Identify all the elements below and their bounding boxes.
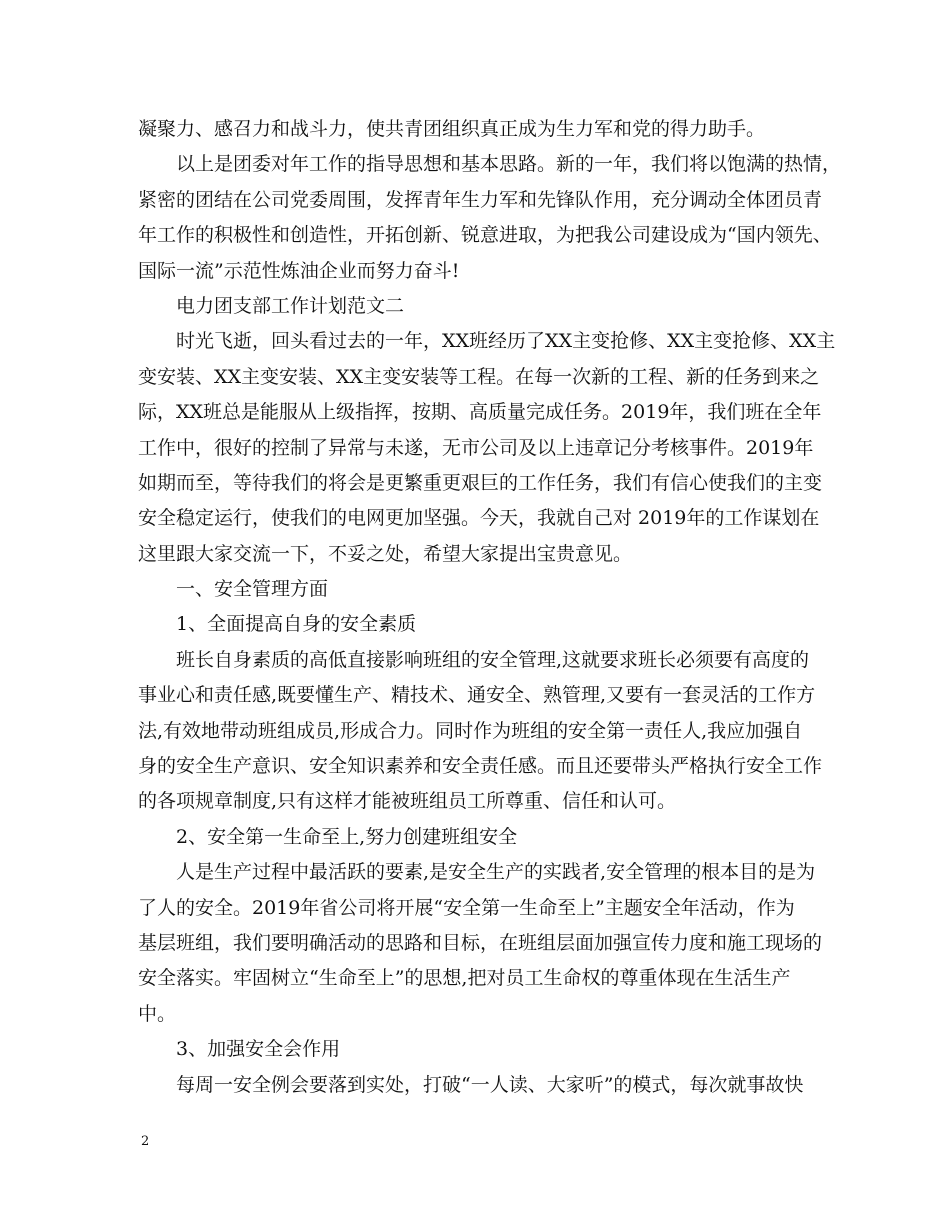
text-line: 3、加强安全会作用 <box>176 1038 341 1061</box>
text-line: 中。 <box>138 1002 177 1025</box>
text-line: 2、安全第一生命至上,努力创建班组安全 <box>176 825 518 848</box>
text-line: 了人的安全。2019年省公司将开展“安全第一生命至上”主题安全年活动，作为 <box>138 896 795 919</box>
text-line: 际，XX班总是能服从上级指挥，按期、高质量完成任务。2019年，我们班在全年 <box>138 401 822 424</box>
text-line: 电力团支部工作计划范文二 <box>176 294 405 317</box>
text-line: 变安装、XX主变安装、XX主变安装等工程。在每一次新的工程、新的任务到来之 <box>138 365 820 388</box>
text-line: 1、全面提高自身的安全素质 <box>176 613 417 636</box>
text-line: 这里跟大家交流一下，不妥之处，希望大家提出宝贵意见。 <box>138 542 633 565</box>
text-line: 法,有效地带动班组成员,形成合力。同时作为班组的安全第一责任人,我应加强自 <box>138 719 803 742</box>
text-line: 时光飞逝，回头看过去的一年，XX班经历了XX主变抢修、XX主变抢修、XX主 <box>176 330 836 353</box>
text-line: 工作中，很好的控制了异常与未遂，无市公司及以上违章记分考核事件。2019年 <box>138 436 814 459</box>
text-line: 安全落实。牢固树立“生命至上”的思想,把对员工生命权的尊重体现在生活生产 <box>138 967 791 990</box>
text-line: 班长自身素质的高低直接影响班组的安全管理,这就要求班长必须要有高度的 <box>176 648 810 671</box>
text-line: 凝聚力、感召力和战斗力，使共青团组织真正成为生力军和党的得力助手。 <box>138 118 766 140</box>
text-line: 每周一安全例会要落到实处，打破“一人读、大家听”的模式，每次就事故快 <box>176 1073 804 1096</box>
text-line: 年工作的积极性和创造性，开拓创新、锐意进取，为把我公司建设成为“国内领先、 <box>138 224 832 247</box>
text-line: 国际一流”示范性炼油企业而努力奋斗! <box>138 259 460 282</box>
text-line: 以上是团委对年工作的指导思想和基本思路。新的一年，我们将以饱满的热情， <box>176 153 842 176</box>
text-line: 安全稳定运行，使我们的电网更加坚强。今天，我就自己对 2019年的工作谋划在 <box>138 507 820 530</box>
text-line: 紧密的团结在公司党委周围，发挥青年生力军和先锋队作用，充分调动全体团员青 <box>138 188 823 211</box>
document-body <box>138 112 842 1103</box>
text-line: 基层班组，我们要明确活动的思路和目标，在班组层面加强宣传力度和施工现场的 <box>138 931 823 954</box>
text-line: 事业心和责任感,既要懂生产、精技术、通安全、熟管理,又要有一套灵活的工作方 <box>138 684 816 707</box>
text-line: 如期而至，等待我们的将会是更繁重更艰巨的工作任务，我们有信心使我们的主变 <box>138 471 823 494</box>
text-line: 人是生产过程中最活跃的要素,是安全生产的实践者,安全管理的根本目的是为 <box>176 861 816 884</box>
text-line: 一、安全管理方面 <box>176 578 329 601</box>
text-line: 身的安全生产意识、安全知识素养和安全责任感。而且还要带头严格执行安全工作 <box>138 755 823 778</box>
text-line: 的各项规章制度,只有这样才能被班组员工所尊重、信任和认可。 <box>138 790 677 813</box>
page-number: 2 <box>141 1134 150 1149</box>
